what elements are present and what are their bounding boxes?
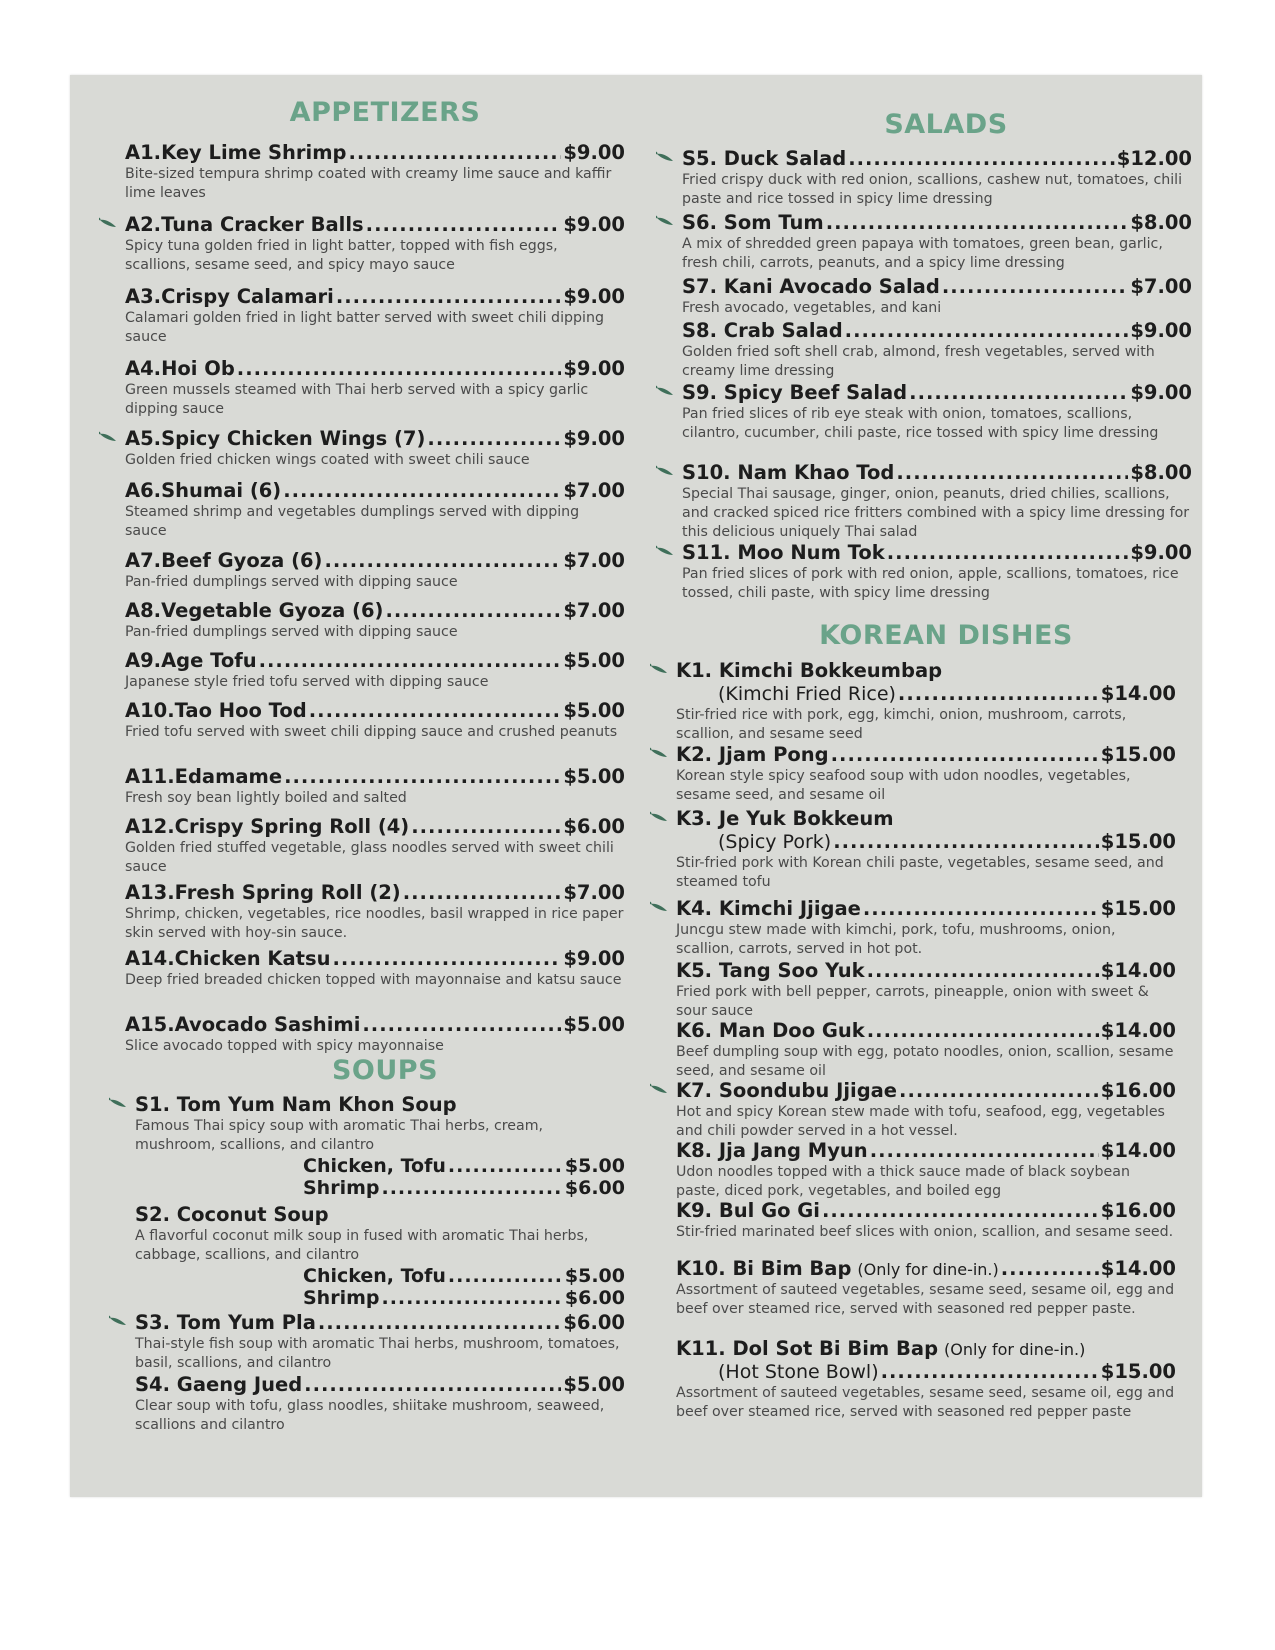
menu-item <box>670 211 1192 273</box>
item-title-row <box>125 213 625 236</box>
item-title-row <box>676 1337 1176 1360</box>
item-price: $9.00 <box>563 213 625 236</box>
menu-item <box>115 285 625 347</box>
chili-pepper-icon <box>650 663 670 675</box>
item-title-row <box>125 549 625 572</box>
item-price: $9.00 <box>563 141 625 164</box>
item-name: S1. Tom Yum Nam Khon Soup <box>135 1093 457 1116</box>
menu-item <box>115 357 625 419</box>
item-title-row <box>125 947 625 970</box>
leader-dots <box>318 1311 561 1334</box>
item-description: Stir-fried rice with pork, egg, kimchi, onion, mushroom, carrots, scallion, and sesame seed <box>676 707 1127 742</box>
item-title-row <box>682 381 1192 404</box>
menu-item <box>115 1311 625 1373</box>
item-price: $15.00 <box>1100 897 1176 920</box>
item-title-row <box>682 211 1192 234</box>
menu-item <box>115 213 625 275</box>
item-subline-row <box>676 682 1176 705</box>
menu-item <box>670 1199 1176 1242</box>
item-title-row <box>135 1203 625 1226</box>
menu-item <box>670 1139 1176 1201</box>
item-title-row <box>676 959 1176 982</box>
chili-pepper-icon <box>650 901 670 913</box>
item-subline: (Hot Stone Bowl) <box>718 1361 879 1383</box>
leader-dots <box>427 427 561 450</box>
item-title-row <box>676 1139 1176 1162</box>
menu-item <box>115 549 625 592</box>
item-price: $7.00 <box>563 479 625 502</box>
menu-item <box>115 649 625 692</box>
item-description: Slice avocado topped with spicy mayonnaise <box>125 1038 444 1054</box>
menu-item <box>670 743 1176 805</box>
item-description: Clear soup with tofu, glass noodles, shiitake mushroom, seaweed, scallions and cilantro <box>135 1398 605 1433</box>
size-option-label: Shrimp <box>303 1177 380 1199</box>
item-price: $14.00 <box>1100 1139 1176 1162</box>
menu-item <box>670 659 1176 744</box>
leader-dots <box>304 1373 561 1396</box>
menu-item <box>670 319 1192 381</box>
item-subline: (Kimchi Fried Rice) <box>718 683 896 705</box>
item-price: $14.00 <box>1100 959 1176 982</box>
salads-heading: SALADS <box>884 109 1008 140</box>
chili-pepper-icon <box>109 1097 129 1109</box>
size-option-label: Chicken, Tofu <box>303 1155 446 1177</box>
item-description: Deep fried breaded chicken topped with mayonnaise and katsu sauce <box>125 972 622 988</box>
leader-dots <box>898 682 1099 705</box>
soups-heading: SOUPS <box>331 1055 439 1086</box>
item-description: Assortment of sauteed vegetables, sesame seed, sesame oil, egg and beef over steamed rice, served with seasoned red pepper paste <box>676 1385 1175 1420</box>
item-description: Japanese style fried tofu served with dipping sauce <box>125 674 489 690</box>
leader-dots <box>822 1199 1099 1222</box>
item-description: Fried pork with bell pepper, carrots, pineapple, onion with sweet & sour sauce <box>676 984 1149 1019</box>
item-name: K10. Bi Bim Bap <box>676 1257 852 1280</box>
leader-dots <box>336 285 561 308</box>
item-price: $14.00 <box>1100 1019 1176 1042</box>
item-price: $14.00 <box>1100 682 1176 705</box>
item-name: K3. Je Yuk Bokkeum <box>676 807 894 830</box>
chili-pepper-icon <box>656 465 676 477</box>
item-title-row <box>125 765 625 788</box>
item-description: Assortment of sauteed vegetables, sesame seed, sesame oil, egg and beef over steamed rice, served with seasoned red pepper paste. <box>676 1282 1175 1317</box>
leader-dots <box>448 1265 563 1287</box>
item-name: S8. Crab Salad <box>682 319 843 342</box>
leader-dots <box>867 959 1099 982</box>
item-price: $8.00 <box>1130 461 1192 484</box>
size-option-price: $6.00 <box>564 1177 625 1199</box>
dine-in-note: (Only for dine-in.) <box>944 1340 1086 1359</box>
menu-item <box>670 1337 1176 1422</box>
chili-pepper-icon <box>656 545 676 557</box>
leader-dots <box>899 1079 1099 1102</box>
leader-dots <box>867 1019 1099 1042</box>
leader-dots <box>403 881 562 904</box>
item-description: Beef dumpling soup with egg, potato noodles, onion, scallion, sesame seed, and sesame oil <box>676 1044 1174 1079</box>
item-title-row <box>676 1019 1176 1042</box>
item-title-row <box>125 815 625 838</box>
item-description: Pan-fried dumplings served with dipping sauce <box>125 574 458 590</box>
chili-pepper-icon <box>656 151 676 163</box>
item-price: $8.00 <box>1130 211 1192 234</box>
item-title-row <box>125 1013 625 1036</box>
size-option-price: $5.00 <box>564 1155 625 1177</box>
item-price: $7.00 <box>563 599 625 622</box>
menu-item <box>115 599 625 642</box>
item-title-row <box>682 147 1192 170</box>
item-name: S6. Som Tum <box>682 211 824 234</box>
item-name: K7. Soondubu Jjigae <box>676 1079 898 1102</box>
item-description: A flavorful coconut milk soup in fused with aromatic Thai herbs, cabbage, scallions, and cilantro <box>135 1228 589 1263</box>
item-title-row <box>676 1079 1176 1102</box>
korean-heading: KOREAN DISHES <box>819 620 1073 651</box>
leader-dots <box>845 319 1129 342</box>
leader-dots <box>362 1013 561 1036</box>
leader-dots <box>881 1360 1099 1383</box>
item-name: A14.Chicken Katsu <box>125 947 331 970</box>
menu-item <box>670 1257 1176 1319</box>
item-price: $9.00 <box>563 357 625 380</box>
item-name: A8.Vegetable Gyoza (6) <box>125 599 384 622</box>
item-title-row <box>682 319 1192 342</box>
leader-dots <box>411 815 561 838</box>
item-name: S9. Spicy Beef Salad <box>682 381 908 404</box>
item-subline: (Spicy Pork) <box>718 831 832 853</box>
item-description: Steamed shrimp and vegetables dumplings served with dipping sauce <box>125 504 580 539</box>
chili-pepper-icon <box>656 215 676 227</box>
item-title-row <box>676 743 1176 766</box>
item-description: Green mussels steamed with Thai herb served with a spicy garlic dipping sauce <box>125 382 589 417</box>
item-description: Stir-fried pork with Korean chili paste, vegetables, sesame seed, and steamed tofu <box>676 855 1164 890</box>
item-description: Fresh soy bean lightly boiled and salted <box>125 790 407 806</box>
size-option-row <box>135 1287 625 1309</box>
item-title-row <box>125 141 625 164</box>
menu-item <box>670 541 1192 603</box>
item-name: A7.Beef Gyoza (6) <box>125 549 323 572</box>
menu-item <box>115 1013 625 1056</box>
leader-dots <box>826 211 1129 234</box>
item-description: Calamari golden fried in light batter served with sweet chili dipping sauce <box>125 310 604 345</box>
item-description: Fresh avocado, vegetables, and kani <box>682 300 942 316</box>
item-title-row <box>135 1311 625 1334</box>
leader-dots <box>385 599 561 622</box>
item-name: A6.Shumai (6) <box>125 479 282 502</box>
chili-pepper-icon <box>109 1315 129 1327</box>
item-price: $6.00 <box>563 1311 625 1334</box>
item-description: Korean style spicy seafood soup with udon noodles, vegetables, sesame seed, and sesame oil <box>676 768 1131 803</box>
item-description: Bite-sized tempura shrimp coated with creamy lime sauce and kaffir lime leaves <box>125 166 612 201</box>
leader-dots <box>448 1155 563 1177</box>
item-title-row <box>676 659 1176 682</box>
item-name: A10.Tao Hoo Tod <box>125 699 307 722</box>
item-title-row <box>125 881 625 904</box>
item-name: K11. Dol Sot Bi Bim Bap <box>676 1337 939 1360</box>
chili-pepper-icon <box>650 811 670 823</box>
chili-pepper-icon <box>656 385 676 397</box>
item-name: K5. Tang Soo Yuk <box>676 959 865 982</box>
menu-item <box>115 1373 625 1435</box>
leader-dots <box>909 381 1128 404</box>
item-description: Pan-fried dumplings served with dipping sauce <box>125 624 458 640</box>
item-name: A5.Spicy Chicken Wings (7) <box>125 427 426 450</box>
item-description: Famous Thai spicy soup with aromatic Thai herbs, cream, mushroom, scallions, and cilantro <box>135 1118 544 1153</box>
item-description: Pan fried slices of pork with red onion, apple, scallions, tomatoes, rice tossed, chili paste, with spicy lime dressing <box>682 566 1179 601</box>
item-description: Special Thai sausage, ginger, onion, peanuts, dried chilies, scallions, and cracked spiced rice fritters combined with a spicy lime dressing for this delicious uniquely Thai salad <box>682 486 1190 540</box>
item-name: K6. Man Doo Guk <box>676 1019 865 1042</box>
menu-item <box>115 881 625 943</box>
leader-dots <box>284 765 561 788</box>
chili-pepper-icon <box>99 217 119 229</box>
menu-page <box>70 75 1202 1497</box>
item-title-row <box>125 357 625 380</box>
item-description: Spicy tuna golden fried in light batter, topped with fish eggs, scallions, sesame seed, and spicy mayo sauce <box>125 238 558 273</box>
leader-dots <box>870 1139 1099 1162</box>
item-price: $9.00 <box>1130 319 1192 342</box>
item-description: A mix of shredded green papaya with tomatoes, green bean, garlic, fresh chili, carrots, peanuts, and a spicy lime dressing <box>682 236 1163 271</box>
menu-item <box>670 1019 1176 1081</box>
item-name: A3.Crispy Calamari <box>125 285 334 308</box>
item-description: Fried crispy duck with red onion, scallions, cashew nut, tomatoes, chili paste and rice tossed in spicy lime dressing <box>682 172 1183 207</box>
item-price: $7.00 <box>1130 275 1192 298</box>
menu-item <box>115 1093 625 1199</box>
item-name: K4. Kimchi Jjigae <box>676 897 861 920</box>
size-option-row <box>135 1177 625 1199</box>
item-description: Udon noodles topped with a thick sauce made of black soybean paste, diced pork, vegetables, and boiled egg <box>676 1164 1130 1199</box>
chili-pepper-icon <box>650 747 670 759</box>
leader-dots <box>887 541 1129 564</box>
item-title-row <box>125 699 625 722</box>
item-title-row <box>125 599 625 622</box>
item-price: $12.00 <box>1116 147 1192 170</box>
item-name: A13.Fresh Spring Roll (2) <box>125 881 401 904</box>
size-option-label: Shrimp <box>303 1287 380 1309</box>
leader-dots <box>309 699 562 722</box>
item-title-row <box>135 1373 625 1396</box>
menu-item <box>115 815 625 877</box>
leader-dots <box>333 947 562 970</box>
leader-dots <box>848 147 1115 170</box>
item-name: S5. Duck Salad <box>682 147 847 170</box>
item-description: Golden fried stuffed vegetable, glass noodles served with sweet chili sauce <box>125 840 614 875</box>
item-price: $9.00 <box>563 285 625 308</box>
item-name: S4. Gaeng Jued <box>135 1373 303 1396</box>
item-price: $15.00 <box>1100 830 1176 853</box>
item-price: $5.00 <box>563 765 625 788</box>
item-price: $15.00 <box>1100 1360 1176 1383</box>
leader-dots <box>382 1177 563 1199</box>
item-subline-row <box>676 830 1176 853</box>
item-price: $6.00 <box>563 815 625 838</box>
leader-dots <box>259 649 562 672</box>
item-price: $16.00 <box>1100 1199 1176 1222</box>
dine-in-note: (Only for dine-in.) <box>857 1260 999 1279</box>
leader-dots <box>382 1287 563 1309</box>
leader-dots <box>831 743 1099 766</box>
leader-dots <box>366 213 562 236</box>
leader-dots <box>1001 1257 1099 1280</box>
item-name: A1.Key Lime Shrimp <box>125 141 347 164</box>
item-name: S11. Moo Num Tok <box>682 541 885 564</box>
item-name: S3. Tom Yum Pla <box>135 1311 316 1334</box>
item-price: $5.00 <box>563 1013 625 1036</box>
leader-dots <box>237 357 562 380</box>
leader-dots <box>942 275 1129 298</box>
item-price: $5.00 <box>563 649 625 672</box>
item-description: Golden fried chicken wings coated with sweet chili sauce <box>125 452 530 468</box>
item-name: A12.Crispy Spring Roll (4) <box>125 815 410 838</box>
menu-item <box>670 147 1192 209</box>
item-name: K9. Bul Go Gi <box>676 1199 820 1222</box>
item-name: S10. Nam Khao Tod <box>682 461 895 484</box>
leader-dots <box>283 479 561 502</box>
item-description: Fried tofu served with sweet chili dipping sauce and crushed peanuts <box>125 724 618 740</box>
size-option-price: $5.00 <box>564 1265 625 1287</box>
menu-item <box>115 479 625 541</box>
item-name: A11.Edamame <box>125 765 283 788</box>
menu-item <box>670 959 1176 1021</box>
item-description: Shrimp, chicken, vegetables, rice noodles, basil wrapped in rice paper skin served with hoy-sin sauce. <box>125 906 624 941</box>
item-name: S2. Coconut Soup <box>135 1203 329 1226</box>
menu-item <box>670 807 1176 892</box>
menu-item <box>115 699 625 742</box>
item-title-row <box>682 461 1192 484</box>
size-option-label: Chicken, Tofu <box>303 1265 446 1287</box>
item-title-row <box>125 479 625 502</box>
leader-dots <box>349 141 562 164</box>
menu-item <box>115 141 625 203</box>
item-price: $15.00 <box>1100 743 1176 766</box>
item-title-row <box>676 1257 1176 1280</box>
item-name: K1. Kimchi Bokkeumbap <box>676 659 943 682</box>
item-title-row <box>676 897 1176 920</box>
item-description: Thai-style fish soup with aromatic Thai herbs, mushroom, tomatoes, basil, scallions, and cilantro <box>135 1336 620 1371</box>
item-description: Golden fried soft shell crab, almond, fresh vegetables, served with creamy lime dressing <box>682 344 1155 379</box>
item-title-row <box>676 807 1176 830</box>
item-price: $5.00 <box>563 699 625 722</box>
leader-dots <box>863 897 1099 920</box>
size-option-price: $6.00 <box>564 1287 625 1309</box>
item-price: $5.00 <box>563 1373 625 1396</box>
item-price: $9.00 <box>1130 381 1192 404</box>
item-price: $14.00 <box>1100 1257 1176 1280</box>
item-title-row <box>125 649 625 672</box>
item-price: $7.00 <box>563 881 625 904</box>
item-name: A15.Avocado Sashimi <box>125 1013 361 1036</box>
item-price: $16.00 <box>1100 1079 1176 1102</box>
leader-dots <box>896 461 1128 484</box>
item-title-row <box>676 1199 1176 1222</box>
item-description: Stir-fried marinated beef slices with onion, scallion, and sesame seed. <box>676 1224 1174 1240</box>
item-title-row <box>125 285 625 308</box>
item-name: K8. Jja Jang Myun <box>676 1139 868 1162</box>
item-price: $9.00 <box>563 427 625 450</box>
menu-item <box>670 897 1176 959</box>
item-description: Juncgu stew made with kimchi, pork, tofu, mushrooms, onion, scallion, carrots, served in hot pot. <box>676 922 1116 957</box>
menu-item <box>115 1203 625 1309</box>
leader-dots <box>324 549 561 572</box>
item-price: $7.00 <box>563 549 625 572</box>
leader-dots <box>833 830 1099 853</box>
item-title-row <box>135 1093 625 1116</box>
appetizers-heading: APPETIZERS <box>289 97 481 128</box>
item-price: $9.00 <box>563 947 625 970</box>
menu-item <box>670 1079 1176 1141</box>
item-description: Hot and spicy Korean stew made with tofu, seafood, egg, vegetables and chili powder served in a hot vessel. <box>676 1104 1165 1139</box>
item-name: S7. Kani Avocado Salad <box>682 275 940 298</box>
item-title-row <box>682 541 1192 564</box>
menu-item <box>670 275 1192 318</box>
item-description: Pan fried slices of rib eye steak with onion, tomatoes, scallions, cilantro, cucumber, chili paste, rice tossed with spicy lime dressing <box>682 406 1159 441</box>
menu-item <box>670 381 1192 443</box>
chili-pepper-icon <box>650 1083 670 1095</box>
menu-item <box>670 461 1192 542</box>
item-name: A9.Age Tofu <box>125 649 257 672</box>
menu-item <box>115 765 625 808</box>
item-name: A2.Tuna Cracker Balls <box>125 213 364 236</box>
size-option-row <box>135 1155 625 1177</box>
menu-item <box>115 947 625 990</box>
item-price: $9.00 <box>1130 541 1192 564</box>
item-name: K2. Jjam Pong <box>676 743 829 766</box>
item-name: A4.Hoi Ob <box>125 357 235 380</box>
item-title-row <box>682 275 1192 298</box>
item-subline-row <box>676 1360 1176 1383</box>
size-option-row <box>135 1265 625 1287</box>
chili-pepper-icon <box>99 431 119 443</box>
item-title-row <box>125 427 625 450</box>
menu-item <box>115 427 625 470</box>
